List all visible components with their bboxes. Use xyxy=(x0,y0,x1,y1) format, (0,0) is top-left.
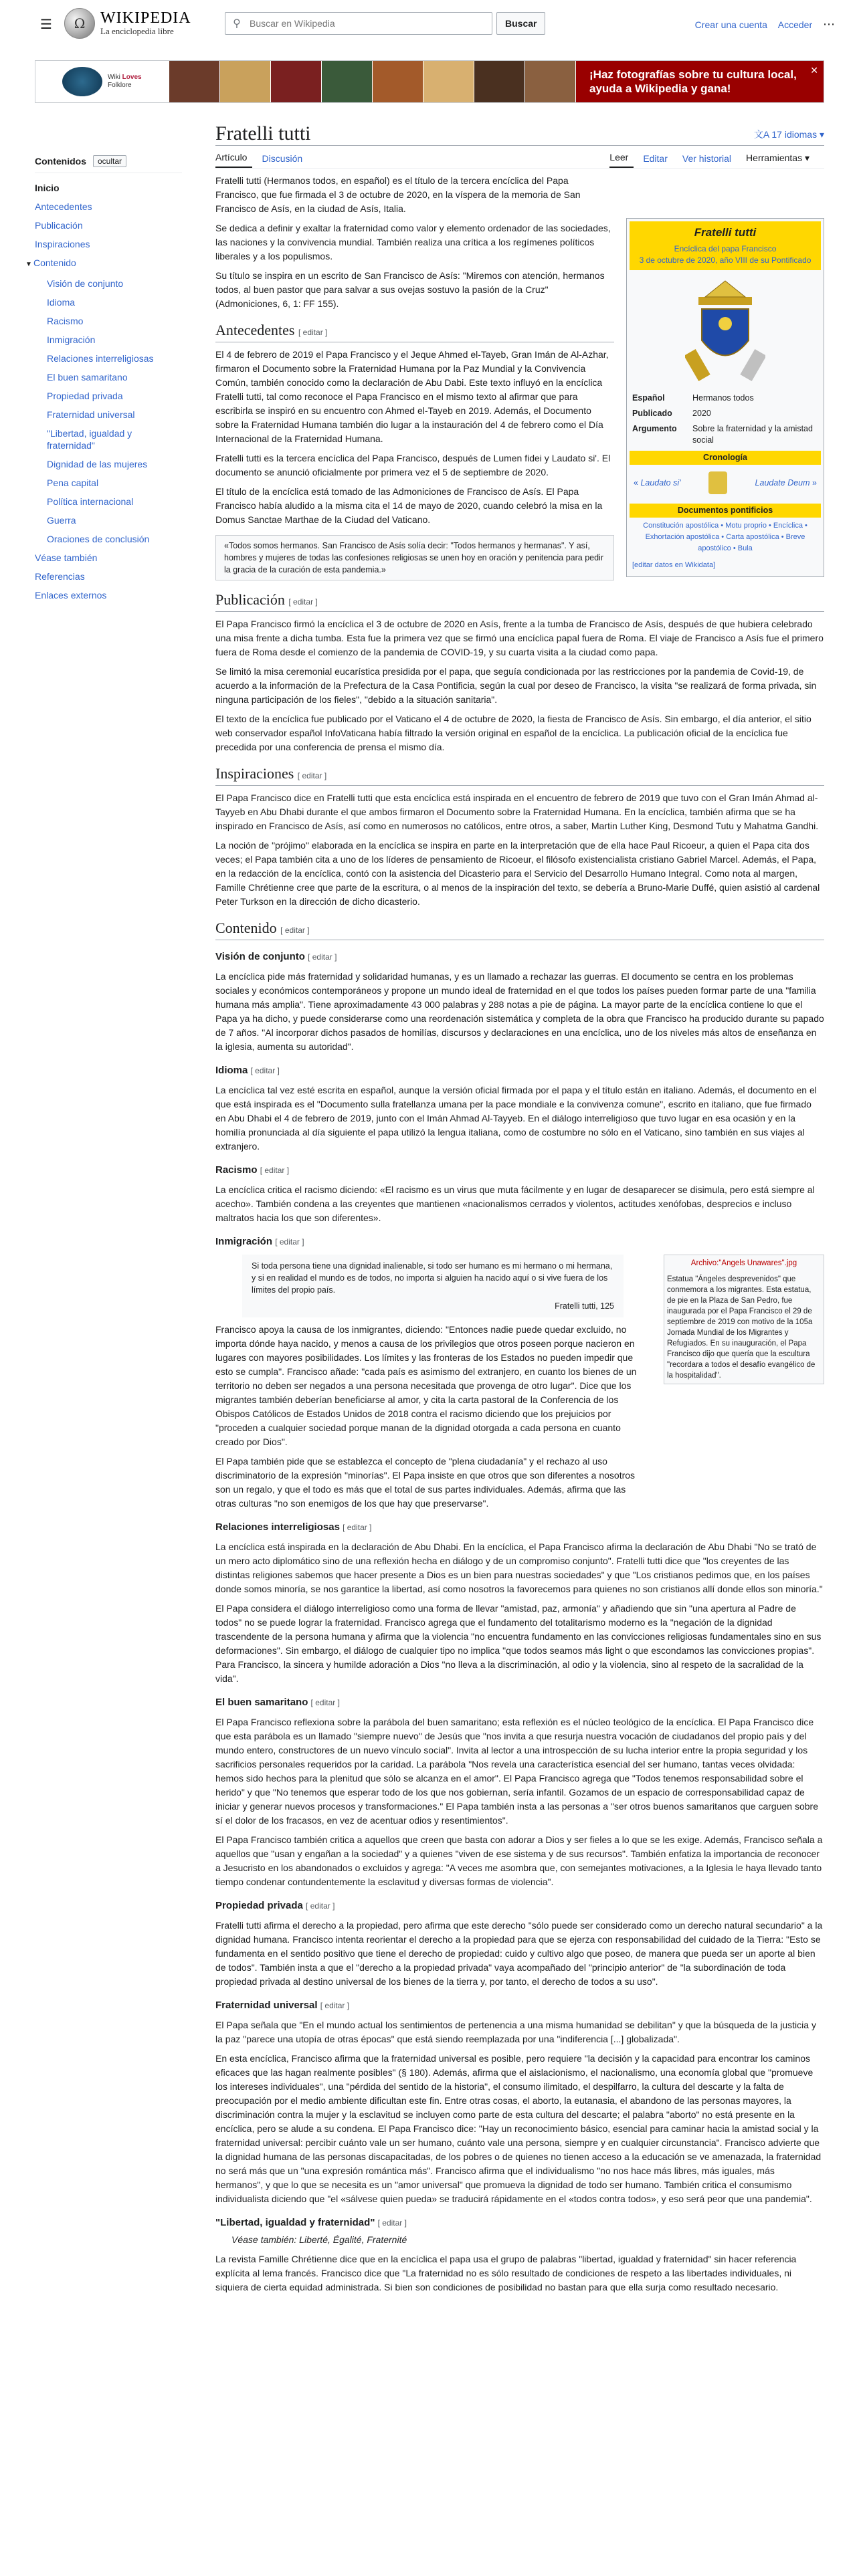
paragraph: La encíclica pide más fraternidad y solidaridad humanas, y es un llamado a rechazar las guerras. El documento se centra en los problemas sociales y económicos contemporáneos y propone un mundo ideal de fraternidad en el que todos los países pueden formar parte de una "familia humana más amplia". Tiene aproximadamente 43 000 palabras y 288 notas a pie de página. La mayor parte de la encíclica contiene lo que el Papa ya ha dicho, y puede considerarse como una reordenación sistemática y completa de la obra que Francisco ha producido durante su papado de 7 años. "Al incorporar dichos pasados de homilías, discursos y declaraciones en una encíclica, uno de los niveles más altos de enseñanza en la iglesia, aumenta su autoridad". xyxy=(215,971,824,1052)
lead-paragraph-2: Se dedica a definir y exaltar la fraternidad como valor y elemento ordenador de las sociedades, las naciones y la convivencia mundial. También realiza una crítica a los regímenes políticos liberales y a los populismos. xyxy=(215,223,611,261)
globe-heart-icon xyxy=(62,67,102,96)
tab-tools[interactable]: Herramientas ▾ xyxy=(746,152,809,163)
hatnote[interactable]: Véase también: Liberté, Égalité, Fraternité xyxy=(231,2234,407,2245)
next-encyclical-link[interactable]: Laudate Deum » xyxy=(755,477,817,488)
edit-section-link[interactable]: [ editar ] xyxy=(280,926,310,935)
search-box xyxy=(225,12,492,35)
user-links xyxy=(687,17,835,31)
edit-section-link[interactable]: [ editar ] xyxy=(320,2001,350,2010)
paragraph: Se limitó la misa ceremonial eucarística presidida por el papa, que seguía condicionada por las restricciones por la pandemia de Covid-19, de acuerdo a la información de la Prefectura de la Casa Pontificia, según la cual por deseo de Francisco, la visita "se realizará de forma privada, sin ninguna participación de los fieles", "debido a la situación sanitaria". xyxy=(215,666,817,705)
chronology-title: Cronología xyxy=(630,451,821,465)
edit-section-link[interactable]: [ editar ] xyxy=(288,597,318,607)
paragraph: El Papa Francisco firmó la encíclica el 3 de octubre de 2020 en Asís, frente a la tumba de Francisco de Asís, después de que hubiera celebrado una misa frente a dicha tumba. Esta fue la primera vez que se firmó una encíclica papal fuera de Roma. El viaje de Francisco a Asís fue el primero fuera de Roma desde el comienzo de la pandemia de COVID-19, y su cuarta visita a la ciudad como papa. xyxy=(215,619,824,657)
paragraph: El Papa también pide que se establezca el concepto de "plena ciudadanía" y el rechazo al uso discriminatorio de la expresión "minorías". El Papa insiste en que otros que son diferentes a nosotros son un regalo, y que el todo es más que el total de sus partes individuales. Además, afirma que las otras culturas "no son enemigos de los que hay que preservarse". xyxy=(215,1456,636,1509)
toc-title: Contenidos xyxy=(35,156,86,167)
close-icon[interactable]: ✕ xyxy=(810,65,818,76)
subsection-heading-fraternidad: Fraternidad universal [ editar ] xyxy=(215,2000,350,2011)
banner-photo xyxy=(474,61,525,102)
edit-section-link[interactable]: [ editar ] xyxy=(297,771,327,780)
thumbnail-caption: Estatua "Ángeles desprevenidos" que conmemora a los migrantes. Esta estatua, de pie en la Plaza de San Pedro, fue inaugurada por el Papa Francisco el 29 de septiembre de 2019 con motivo de la 105a Jornada Mundial de los Migrantes y Refugiados. En su inauguración, el Papa Francisco dijo que quería que la escultura "recordara a todos el desafío evangélico de la hospitalidad". xyxy=(667,1275,816,1380)
subsection-heading-relaciones: Relaciones interreligiosas [ editar ] xyxy=(215,1521,372,1533)
site-header xyxy=(0,0,859,47)
page-tabs xyxy=(215,146,824,169)
article-body xyxy=(215,174,824,2294)
edit-wikidata-link[interactable]: [editar datos en Wikidata] xyxy=(632,561,716,569)
toc-item[interactable]: Propiedad privada xyxy=(47,391,123,401)
toc-item[interactable]: Guerra xyxy=(47,515,76,526)
paragraph: El texto de la encíclica fue publicado por el Vaticano el 4 de octubre de 2020, la fiesta de Francisco de Asís. Sin embargo, el día anterior, el sitio web conservador español InfoVaticana había filtrado la versión original en español de la encíclica. La publicación oficial de la encíclica fue precedida por una conferencia de prensa el mismo día. xyxy=(215,714,812,752)
translate-icon: 文A xyxy=(753,129,769,140)
subsection-heading-inmigracion: Inmigración [ editar ] xyxy=(215,1236,304,1247)
banner-cta-text: ¡Haz fotografías sobre tu cultura local, ayuda a Wikipedia y gana! xyxy=(589,68,797,95)
banner-photos xyxy=(169,61,576,102)
paragraph: Francisco apoya la causa de los inmigrantes, diciendo: "Entonces nadie puede quedar excluido, no importa dónde haya nacido, y menos a causa de los privilegios que otros poseen porque nacieron en lugares con mayores posibilidades. Los límites y las fronteras de los Estados no pueden impedir que esto se cumpla". Francisco añade: "cada país es asimismo del extranjero, en cuanto los bienes de un territorio no deben ser negados a una persona necesitada que provenga de otro lugar". Dice que los migrantes también deberían beneficiarse al amor, y cita la carta pastoral de la Conferencia de los Obispos Católicos de Estados Unidos de 2018 contra el racismo diciendo que los prejuicios por "proceden a cualquier sociedad porque manan de la dignidad otorgada a cada persona en cuanto creado por Dios". xyxy=(215,1324,637,1447)
papal-coat-of-arms-image[interactable] xyxy=(630,270,821,391)
paragraph: El Papa Francisco reflexiona sobre la parábola del buen samaritano; esta reflexión es el núcleo teológico de la encíclica. El Papa Francisco dice que esta parábola es un llamado "siempre nuevo" de Jesús que "nos invita a que resurja nuestra vocación de ciudadanos del propio país y del mundo entero, constructores de un nuevo vínculo social". Invita al lector a una introspección de su lucha interior entre la propia seguridad y los sacrificios personales requeridos por la caridad. La parábola "Nos revela una característica esencial del ser humano, tantas veces olvidada: hemos sido hechos para la plenitud que sólo se alcanza en el amor". El Papa Francisco agrega que "Todos tenemos responsabilidad sobre el herido" y que "No tenemos que esperar todo de los que nos gobiernan, sería infantil. Gozamos de un espacio de corresponsabilidad capaz de iniciar y generar nuevos procesos y transformaciones." El Papa también insta a las personas a "ser otros buenos samaritanos que carguen sobre sí el dolor de los fracasos, en vez de acentuar odios y resentimientos". xyxy=(215,1717,818,1826)
search-button[interactable]: Buscar xyxy=(496,12,545,35)
subsection-heading-vision: Visión de conjunto [ editar ] xyxy=(215,951,337,962)
paragraph: El título de la encíclica está tomado de las Admoniciones de Francisco de Asís. El Papa Francisco había aludido a la misma cita el 14 de mayo de 2020, cuando celebró la misa en la Domus Sanctae Marthae de la Ciudad del Vaticano. xyxy=(215,486,603,525)
toc-hide-button[interactable]: ocultar xyxy=(93,155,126,167)
toc-item[interactable]: Visión de conjunto xyxy=(47,278,124,289)
banner-photo xyxy=(271,61,322,102)
quote-box: «Todos somos hermanos. San Francisco de Asís solía decir: "Todos hermanos y hermanas". Y así, hombres y mujeres de todas las confesiones religiosas se unen hoy en oración y penitencia para pedir la gracia de la curación de esta pandemia.» xyxy=(215,535,614,580)
paragraph: En esta encíclica, Francisco afirma que la fraternidad universal es posible, pero requiere "la decisión y la capacidad para encontrar los caminos eficaces que las hagan realmente posibles" (§ 180). Además, afirma que el aislacionismo, el nacionalismo, una economía global que "promueve los intereses individuales", una "pérdida del sentido de la historia", el consumo ilimitado, el despilfarro, la cultura del descarte y la falta de preocupación por el medio ambiente dificultan este fin. Entre otras cosas, el aborto, la eutanasia, el abandono de las personas mayores, la discriminación contra la mujer y la esclavitud se incluyen como parte de esta cultura del descarte; el palabra "aborto" no está presente en la encíclica, pero se alude a su condena. El Papa Francisco dice: "Hay un reconocimiento básico, esencial para caminar hacia la amistad social y la fraternidad universal: percibir cuánto vale un ser humano, cuánto vale una persona, siempre y en cualquier circunstancia". Francisco advierte que la dignidad humana de las personas discapacitadas, de los pobres o de quienes no tienen acceso a la educación se ve amenazada, la fraternidad no será más que un "una expresión romántica más". Francisco afirma que el individualismo "no nos hace más libres, más iguales, más hermanos", y que lo que se necesita es un "amor universal" que promueva la dignidad de todo ser humano. También critica el consumismo individualista diciendo que "el «sálvese quien pueda» se traducirá rápidamente en el «todos contra todos», y eso será peor que una pandemia". xyxy=(215,2053,822,2204)
subsection-heading-propiedad: Propiedad privada [ editar ] xyxy=(215,1900,335,1911)
lead-paragraph-3: Su título se inspira en un escrito de San Francisco de Asís: "Miremos con atención, hermanos todos, al buen pastor que para salvar a sus ovejas sostuvo la pasión de la Cruz" (Admoniciones, 6, 1: FF 155). xyxy=(215,270,605,309)
toc-item[interactable]: Inspiraciones xyxy=(35,239,90,249)
search-icon: ⚲ xyxy=(233,18,241,29)
menu-icon[interactable]: ☰ xyxy=(40,17,52,32)
toc-item[interactable]: Enlaces externos xyxy=(35,590,107,601)
section-heading-publicacion: Publicación [ editar ] xyxy=(215,593,824,612)
infobox-row: Argumento Sobre la fraternidad y la amistad social xyxy=(632,424,813,445)
logo-subtitle: La enciclopedia libre xyxy=(100,26,174,36)
toc-item[interactable]: Racismo xyxy=(47,316,84,326)
banner-photo xyxy=(220,61,271,102)
edit-section-link[interactable]: [ editar ] xyxy=(275,1237,304,1247)
blockquote: Si toda persona tiene una dignidad inalienable, si todo ser humano es mi hermano o mi hermana, y si en realidad el mundo es de todos, no importa si alguien ha nacido aquí o si vive fuera de los límites del propio país. Fratelli tutti, 125 xyxy=(242,1255,624,1317)
search-input[interactable] xyxy=(248,13,492,33)
toc-item[interactable]: Inicio xyxy=(35,183,60,193)
edit-section-link[interactable]: [ editar ] xyxy=(306,1901,335,1911)
banner-photo xyxy=(322,61,373,102)
infobox-title: Fratelli tutti xyxy=(630,221,821,243)
wikipedia-logo[interactable] xyxy=(64,8,191,39)
login-link[interactable]: Acceder xyxy=(777,19,813,30)
paragraph: La encíclica está inspirada en la declaración de Abu Dhabi. En la encíclica, el Papa Francisco afirma la declaración de Abu Dhabi "No se trató de un mero acto diplomático sino de una reflexión hecha en diálogo y de un compromiso conjunto". Fratelli tutti dice que "los creyentes de las distintas religiones sabemos que hacer presente a Dios es un bien para nuestras sociedades" y que "Los cristianos pedimos que, en los países donde somos minoría, se nos garantice la libertad, así como nosotros la favorecemos para quienes no son cristianos allí donde ellos son minoría." xyxy=(215,1541,823,1594)
table-of-contents xyxy=(25,155,182,605)
section-heading-antecedentes: Antecedentes [ editar ] xyxy=(215,323,614,342)
edit-section-link[interactable]: [ editar ] xyxy=(377,2218,407,2228)
coat-of-arms-icon xyxy=(685,277,765,384)
paragraph: El Papa Francisco también critica a aquellos que creen que basta con adorar a Dios y ser fieles a lo que se les exige. Además, Francisco señala a aquellos que "usan y engañan a la sociedad" y a quienes "viven de ese sistema y de sus recursos". También enfatiza la importancia de reconocer a Jesucristo en los abandonados o excluidos y agrega: "A veces me asombra que, con semejantes motivaciones, a la Iglesia le haya llevado tanto tiempo condenar contundentemente la esclavitud y diversas formas de violencia". xyxy=(215,1834,823,1887)
toc-item[interactable]: Publicación xyxy=(35,220,83,231)
tab-edit[interactable]: Editar xyxy=(643,153,668,164)
page-title: Fratelli tutti xyxy=(215,122,311,144)
toc-item[interactable]: Véase también xyxy=(35,552,98,563)
paragraph: La encíclica tal vez esté escrita en español, aunque la versión oficial firmada por el papa y el título están en italiano. Además, el documento en el que está inspirada es el "Documento sulla fratellanza umana per la pace mondiale e la convivenza comune", escrito en italiano, que fue firmado en Abu Dhabi el 4 de febrero de 2019, junto con el Imán Ahmad Al-Tayyeb. En el diálogo interreligioso que tuvo lugar en esa ocasión y en la homilía pronunciada al día siguiente el papa utilizó la lengua italiana, como de costumbre no sólo en el Vaticano, sino también en sus viajes al extranjero. xyxy=(215,1085,817,1152)
infobox-subtitle: Encíclica del papa Francisco 3 de octubre de 2020, año VIII de su Pontificado xyxy=(630,243,821,270)
subsection-heading-libertad: "Libertad, igualdad y fraternidad" [ editar ] xyxy=(215,2217,407,2228)
banner-brand: Wiki Loves Folklore xyxy=(108,74,142,89)
globe-icon: Ω xyxy=(64,8,95,39)
banner-photo xyxy=(373,61,423,102)
tab-article[interactable]: Artículo xyxy=(215,152,252,168)
create-account-link[interactable]: Crear una cuenta xyxy=(694,19,767,30)
section-heading-contenido: Contenido [ editar ] xyxy=(215,921,824,940)
paragraph: Fratelli tutti afirma el derecho a la propiedad, pero afirma que este derecho "sólo puede ser considerado como un derecho natural secundario" a la dignidad humana. Francisco intenta reorientar el derecho a la propiedad para que se ejerza con responsabilidad del cuidado de la Tierra: "Esto se fundamenta en el sentido positivo que tiene el derecho de propiedad: cuido y cultivo algo que poseo, de manera que pueda ser un aporte al bien de todos". También insta a que el "derecho a la propiedad privada" vaya acompañado del "principio anterior" de "la subordinación de toda propiedad privada al destino universal de los bienes de la tierra y, por tanto, el derecho de todos a su uso". xyxy=(215,1920,823,1987)
toc-item[interactable]: Relaciones interreligiosas xyxy=(47,353,154,364)
section-heading-inspiraciones: Inspiraciones [ editar ] xyxy=(215,766,824,786)
banner-photo xyxy=(423,61,474,102)
paragraph: El Papa señala que "En el mundo actual los sentimientos de pertenencia a una misma humanidad se debilitan" y que la búsqueda de la justicia y la paz "parece una utopía de otras épocas" que está siendo reemplazada por una "indiferencia [...] globalizada". xyxy=(215,2020,816,2044)
edit-section-link[interactable]: [ editar ] xyxy=(250,1066,280,1075)
tab-read[interactable]: Leer xyxy=(609,152,634,168)
banner-photo xyxy=(525,61,576,102)
edit-section-link[interactable]: [ editar ] xyxy=(310,1698,340,1707)
paragraph: El Papa considera el diálogo interreligioso como una forma de llevar "amistad, paz, armonía" y añadiendo que sin "una apertura al Padre de todos" no se puede lograr la fraternidad. Francisco agrega que el fundamento del totalitarismo moderno es la "negación de la dignidad trascendente de la persona humana y afirma que la violencia "no encuentra fundamento en las convicciones religiosas fundamentales sino en sus deformaciones". Sin embargo, el diálogo de cualquier tipo no implica "que todos seamos más light o que escondamos las convicciones propias". Para Francisco, la sincera y humilde adoración a Dios "no lleva a la discriminación, al odio y la violencia, sino al respeto de la sacralidad de la vida". xyxy=(215,1603,822,1684)
toc-item[interactable]: ▼ Contenido xyxy=(35,253,182,274)
edit-section-link[interactable]: [ editar ] xyxy=(343,1523,372,1532)
infobox-row: Español Hermanos todos xyxy=(632,393,754,403)
paragraph: La revista Famille Chrétienne dice que en la encíclica el papa usa el grupo de palabras "libertad, igualdad y fraternidad" sin hacer referencia explícita al lema francés. Francisco dice que "La fraternidad no es sólo resultado de condiciones de respeto a las libertades individuales, ni siquiera de cierta equidad administrada. Si bien son condiciones de posibilidad no bastan para que ella surja como resultado necesario. xyxy=(215,2254,797,2292)
pontifical-docs-list[interactable]: Constitución apostólica • Motu proprio • Encíclica • Exhortación apostólica • Carta apostólica • Breve apostólico • Bula xyxy=(643,522,807,552)
subsection-heading-idioma: Idioma [ editar ] xyxy=(215,1065,280,1076)
missing-image-link[interactable]: Archivo:"Angels Unawares".jpg xyxy=(690,1259,797,1267)
language-button[interactable]: 文A 17 idiomas ▾ xyxy=(753,129,824,140)
paragraph: El Papa Francisco dice en Fratelli tutti que esta encíclica está inspirada en el encuentro de febrero de 2019 que tuvo con el Gran Imán Ahmad al-Tayyeb en Abu Dhabi durante el que ambos firmaron el Documento sobre la Fraternidad Humana. En la encíclica, también afirma que se ha inspirado en Francisco de Asís, así como en numerosos no católicos, entre otros, a saber, Martin Luther King, Desmond Tutu y Mahatma Gandhi. xyxy=(215,792,819,831)
toc-item[interactable]: El buen samaritano xyxy=(47,372,128,383)
subsection-heading-racismo: Racismo [ editar ] xyxy=(215,1164,290,1176)
tab-discussion[interactable]: Discusión xyxy=(262,153,303,164)
infobox-row: Publicado 2020 xyxy=(632,409,711,418)
paragraph: La encíclica critica el racismo diciendo: «El racismo es un virus que muta fácilmente y en lugar de desaparecer se disimula, pero está siempre al acecho». También condena a las creyentes que mantienen «nacionalismos cerrados y violentos, actitudes xenófobas, desprecios e incluso maltratos hacia los que son diferentes». xyxy=(215,1184,815,1223)
edit-section-link[interactable]: [ editar ] xyxy=(308,952,337,962)
toc-item[interactable]: Política internacional xyxy=(47,496,134,507)
campaign-banner[interactable] xyxy=(35,60,824,103)
banner-cta[interactable] xyxy=(576,61,824,102)
toc-item[interactable]: Oraciones de conclusión xyxy=(47,534,150,544)
paragraph: El 4 de febrero de 2019 el Papa Francisco y el Jeque Ahmed el-Tayeb, Gran Imán de Al-Azhar, firmaron el Documento sobre la Fraternidad Humana por la Paz Mundial y la Convivencia Común, también conocido como la declaración de Abu Dabi. Este texto influyó en la encíclica Fratelli tutti, tal como reconoce el Papa Francisco en el mismo texto al afirmar que para escribirla se inspiró en su encuentro con Ahmed el-Tayeb en 2019. Además, el Documento sobre la Fraternidad Humana también dio lugar a la instauración del 4 de febrero como el Día Internacional de la Fraternidad Humana. xyxy=(215,349,609,444)
edit-section-link[interactable]: [ editar ] xyxy=(298,328,328,337)
lead-paragraph-1: Fratelli tutti (Hermanos todos, en español) es el título de la tercera encíclica del Papa Francisco, que fue firmada el 3 de octubre de 2020, en la víspera de la memoria de San Francisco de Asís, en la ciudad de Asís, Italia. xyxy=(215,175,581,214)
main-content xyxy=(215,115,824,2300)
paragraph: La noción de "prójimo" elaborada en la encíclica se inspira en parte en la interpretación que de ella hace Paul Ricoeur, a quien el Papa cita dos veces; el Papa también cita a uno de los líderes de pensamiento de Ricoeur, el filósofo existencialista cristiano Gabriel Marcel. Además, el Papa, en la redacción de la encíclica, contó con la asistencia del Dicasterio para el Servicio del Desarrollo Humano Integral. Como nota al margen, Famille Chrétienne cree que parte de la escritura, o al menos de la inspiración del texto, se debería a Bruno-Marie Duffé, quien asistió al cardenal Peter Turkson en la dirección de dicho dicasterio. xyxy=(215,840,820,907)
edit-section-link[interactable]: [ editar ] xyxy=(260,1166,290,1175)
pontifical-docs-title: Documentos pontificios xyxy=(630,504,821,518)
infobox xyxy=(626,218,824,577)
toc-item[interactable]: Pena capital xyxy=(47,477,99,488)
subsection-heading-samaritano: El buen samaritano [ editar ] xyxy=(215,1697,340,1708)
banner-photo xyxy=(169,61,220,102)
toc-item[interactable]: Referencias xyxy=(35,571,85,582)
paragraph: Fratelli tutti es la tercera encíclica del Papa Francisco, después de Lumen fidei y Laudato si'. El documento se anunció oficialmente por primera vez el 5 de septiembre de 2020. xyxy=(215,453,611,477)
quote-citation: Fratelli tutti, 125 xyxy=(555,1301,614,1311)
toc-item[interactable]: Inmigración xyxy=(47,334,96,345)
logo-title: WIKIPEDIA xyxy=(100,9,191,27)
toc-item[interactable]: "Libertad, igualdad y fraternidad" xyxy=(47,428,132,451)
chevron-down-icon[interactable]: ▼ xyxy=(25,261,32,268)
papal-seal-icon xyxy=(708,471,727,494)
toc-item[interactable]: Fraternidad universal xyxy=(47,409,135,420)
toc-item[interactable]: Antecedentes xyxy=(35,201,92,212)
toc-item[interactable]: Dignidad de las mujeres xyxy=(47,459,148,469)
image-thumbnail[interactable] xyxy=(664,1255,824,1384)
toc-item[interactable]: Idioma xyxy=(47,297,76,308)
previous-encyclical-link[interactable]: « Laudato si' xyxy=(634,477,681,488)
toc-list xyxy=(25,179,182,605)
more-options-icon[interactable]: ⋯ xyxy=(823,17,835,31)
tab-history[interactable]: Ver historial xyxy=(682,153,732,164)
